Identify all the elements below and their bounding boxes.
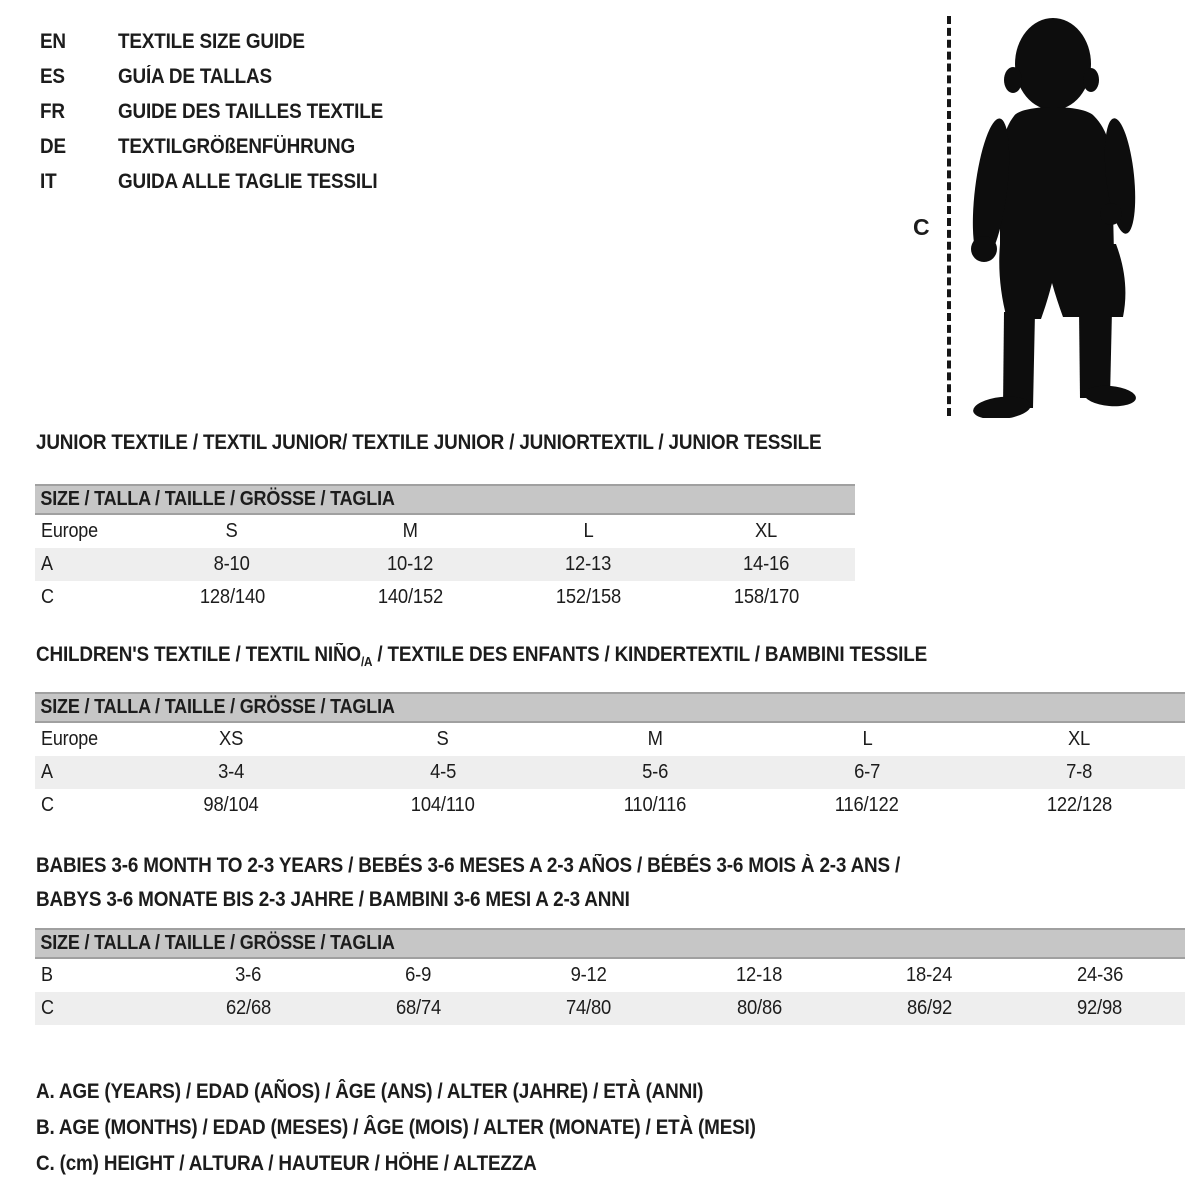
children-size-header-bar [35, 692, 1185, 723]
table-row-height-cm [35, 992, 1185, 1025]
size-cell: S [436, 728, 450, 750]
row-label: C [41, 997, 54, 1019]
junior-size-table [35, 484, 855, 614]
age-cell: 5-6 [641, 761, 669, 783]
size-header-text: SIZE / TALLA / TAILLE / GRÖSSE / TAGLIA [40, 488, 395, 510]
table-row-age-years [35, 756, 1185, 789]
height-cell: 110/116 [623, 794, 687, 816]
babies-size-table [35, 928, 1185, 1025]
age-cell: 10-12 [386, 553, 434, 575]
legend-line-c: C. (cm) HEIGHT / ALTURA / HAUTEUR / HÖHE / ALTEZZA [36, 1152, 537, 1175]
row-label: C [41, 794, 54, 816]
height-measure-dashed-line [947, 16, 951, 416]
height-cell: 122/128 [1046, 794, 1112, 816]
junior-size-header-bar [35, 484, 855, 515]
height-cell: 62/68 [225, 997, 271, 1019]
table-row-height-cm [35, 581, 855, 614]
row-label: A [41, 761, 53, 783]
age-cell: 6-9 [405, 964, 432, 986]
children-size-table [35, 692, 1185, 822]
lang-code: IT [40, 169, 57, 193]
lang-label: GUIDA ALLE TAGLIE TESSILI [118, 169, 378, 193]
age-cell: 8-10 [213, 553, 251, 575]
age-cell: 18-24 [906, 964, 953, 986]
legend-line-b: B. AGE (MONTHS) / EDAD (MESES) / ÂGE (MOIS) / ALTER (MONATE) / ETÀ (MESI) [36, 1116, 756, 1139]
height-cell: 68/74 [395, 997, 442, 1019]
size-cell: L [582, 520, 594, 542]
lang-row-de [40, 129, 412, 164]
height-cell: 92/98 [1077, 997, 1123, 1019]
table-row-europe [35, 515, 855, 548]
lang-row-fr [40, 94, 412, 129]
height-cell: 104/110 [411, 794, 475, 816]
junior-title-text: JUNIOR TEXTILE / TEXTIL JUNIOR/ TEXTILE JUNIOR / JUNIORTEXTIL / JUNIOR TESSILE [36, 431, 822, 454]
lang-label: GUÍA DE TALLAS [118, 64, 272, 88]
lang-label: TEXTILE SIZE GUIDE [118, 29, 305, 53]
age-cell: 14-16 [742, 553, 790, 575]
lang-row-en [40, 24, 412, 59]
babies-title-line2: BABYS 3-6 MONATE BIS 2-3 JAHRE / BAMBINI 3-6 MESI A 2-3 ANNI [36, 888, 630, 911]
row-label: B [41, 964, 53, 986]
table-row-height-cm [35, 789, 1185, 822]
lang-code: FR [40, 99, 65, 123]
height-cell: 158/170 [733, 586, 799, 608]
row-label: Europe [41, 728, 98, 750]
language-guide-list [40, 24, 412, 199]
height-cell: 80/86 [736, 997, 782, 1019]
measurement-legend [36, 1074, 836, 1182]
age-cell: 7-8 [1065, 761, 1093, 783]
nino-a-subscript: /A [360, 654, 373, 669]
children-title-text: CHILDREN'S TEXTILE / TEXTIL $NIÑO_{/A}$ / TEXTILE DES ENFANTS / KINDERTEXTIL / BAMBINI TESSILE [36, 643, 928, 669]
size-cell: XL [1067, 728, 1091, 750]
measure-label-c: C [913, 214, 930, 240]
size-cell: XL [754, 520, 778, 542]
height-cell: 140/152 [377, 586, 443, 608]
table-row-europe [35, 723, 1185, 756]
age-cell: 6-7 [853, 761, 881, 783]
legend-line-a: A. AGE (YEARS) / EDAD (AÑOS) / ÂGE (ANS) / ALTER (JAHRE) / ETÀ (ANNI) [36, 1080, 704, 1103]
height-cell: 86/92 [906, 997, 953, 1019]
height-cell: 128/140 [199, 586, 265, 608]
age-cell: 3-4 [217, 761, 245, 783]
lang-label: GUIDE DES TAILLES TEXTILE [118, 99, 384, 123]
table-row-age-years [35, 548, 855, 581]
lang-code: ES [40, 64, 65, 88]
row-label: C [41, 586, 54, 608]
toddler-silhouette-icon [962, 16, 1138, 418]
table-row-age-months [35, 959, 1185, 992]
lang-code: EN [40, 29, 66, 53]
size-header-text: SIZE / TALLA / TAILLE / GRÖSSE / TAGLIA [40, 696, 395, 718]
size-cell: L [861, 728, 873, 750]
age-cell: 4-5 [429, 761, 457, 783]
height-cell: 74/80 [566, 997, 612, 1019]
size-cell: S [225, 520, 239, 542]
row-label: Europe [41, 520, 98, 542]
babies-size-header-bar [35, 928, 1185, 959]
children-section-title [36, 642, 1026, 670]
babies-title-line1: BABIES 3-6 MONTH TO 2-3 YEARS / BEBÉS 3-6 MESES A 2-3 AÑOS / BÉBÉS 3-6 MOIS À 2-3 ANS / [36, 854, 901, 877]
lang-row-it [40, 164, 412, 199]
height-cell: 98/104 [203, 794, 259, 816]
row-label: A [41, 553, 53, 575]
height-cell: 152/158 [555, 586, 621, 608]
lang-code: DE [40, 134, 66, 158]
lang-label: TEXTILGRÖßENFÜHRUNG [118, 134, 356, 158]
age-cell: 12-18 [736, 964, 783, 986]
height-cell: 116/122 [835, 794, 899, 816]
size-cell: M [402, 520, 418, 542]
babies-section-title [36, 849, 996, 917]
age-cell: 12-13 [564, 553, 612, 575]
size-cell: XS [218, 728, 244, 750]
age-cell: 24-36 [1076, 964, 1123, 986]
junior-section-title [36, 430, 909, 456]
size-header-text: SIZE / TALLA / TAILLE / GRÖSSE / TAGLIA [40, 932, 395, 954]
age-cell: 3-6 [235, 964, 262, 986]
size-cell: M [647, 728, 663, 750]
age-cell: 9-12 [570, 964, 607, 986]
lang-row-es [40, 59, 412, 94]
